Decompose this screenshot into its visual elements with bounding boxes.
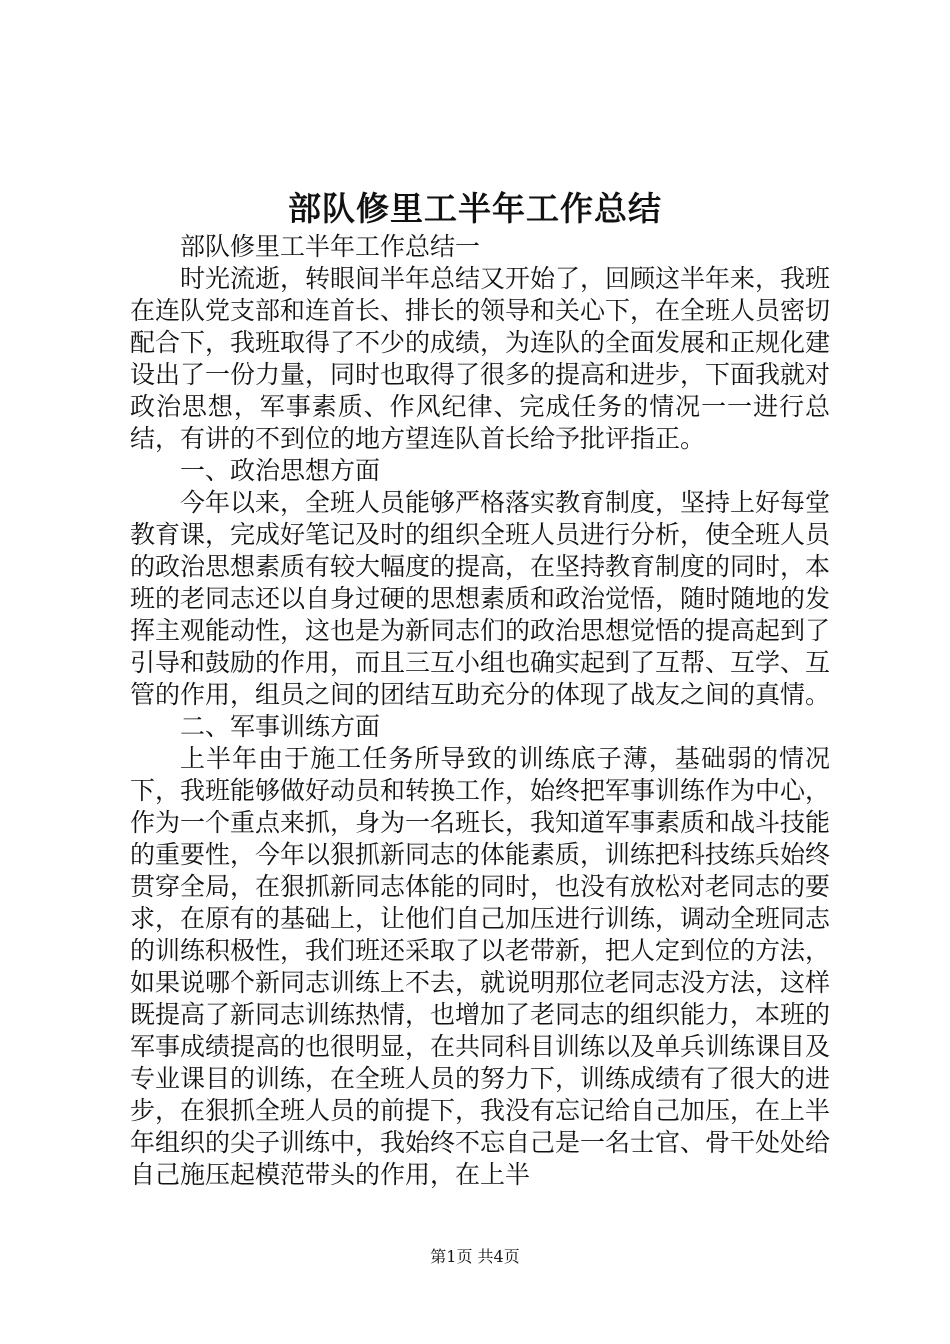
- document-body: [130, 231, 830, 1191]
- section-body-politics: 今年以来，全班人员能够严格落实教育制度，坚持上好每堂教育课，完成好笔记及时的组织全班人员进行分析，使全班人员的政治思想素质有较大幅度的提高，在坚持教育制度的同时，本班的老同志还以自身过硬的思想素质和政治觉悟，随时随地的发挥主观能动性，这也是为新同志们的政治思想觉悟的提高起到了引导和鼓励的作用，而且三互小组也确实起到了互帮、互学、互管的作用，组员之间的团结互助充分的体现了战友之间的真情。: [130, 488, 831, 709]
- document-subtitle: 部队修里工半年工作总结一: [180, 232, 481, 261]
- page-title: 部队修里工半年工作总结: [288, 189, 662, 228]
- section-heading-politics: 一、政治思想方面: [180, 456, 381, 485]
- intro-paragraph: 时光流逝，转眼间半年总结又开始了，回顾这半年来，我班在连队党支部和连首长、排长的领导和关心下，在全班人员密切配合下，我班取得了不少的成绩，为连队的全面发展和正规化建设出了一份力量，同时也取得了很多的提高和进步，下面我就对政治思想，军事素质、作风纪律、完成任务的情况一一进行总结，有讲的不到位的地方望连队首长给予批评指正。: [130, 264, 831, 453]
- page-number: 第1页 共4页: [430, 1247, 520, 1266]
- section-heading-training: 二、军事训练方面: [180, 712, 381, 741]
- section-body-training: 上半年由于施工任务所导致的训练底子薄，基础弱的情况下，我班能够做好动员和转换工作，始终把军事训练作为中心，作为一个重点来抓，身为一名班长，我知道军事素质和战斗技能的重要性，今年以狠抓新同志的体能素质，训练把科技练兵始终贯穿全局，在狠抓新同志体能的同时，也没有放松对老同志的要求，在原有的基础上，让他们自己加压进行训练，调动全班同志的训练积极性，我们班还采取了以老带新，把人定到位的方法，如果说哪个新同志训练上不去，就说明那位老同志没方法，这样既提高了新同志训练热情，也增加了老同志的组织能力，本班的军事成绩提高的也很明显，在共同科目训练以及单兵训练课目及专业课目的训练，在全班人员的努力下，训练成绩有了很大的进步，在狠抓全班人员的前提下，我没有忘记给自己加压，在上半年组织的尖子训练中，我始终不忘自己是一名士官、骨干处处给自己施压起模范带头的作用，在上半: [130, 744, 831, 1189]
